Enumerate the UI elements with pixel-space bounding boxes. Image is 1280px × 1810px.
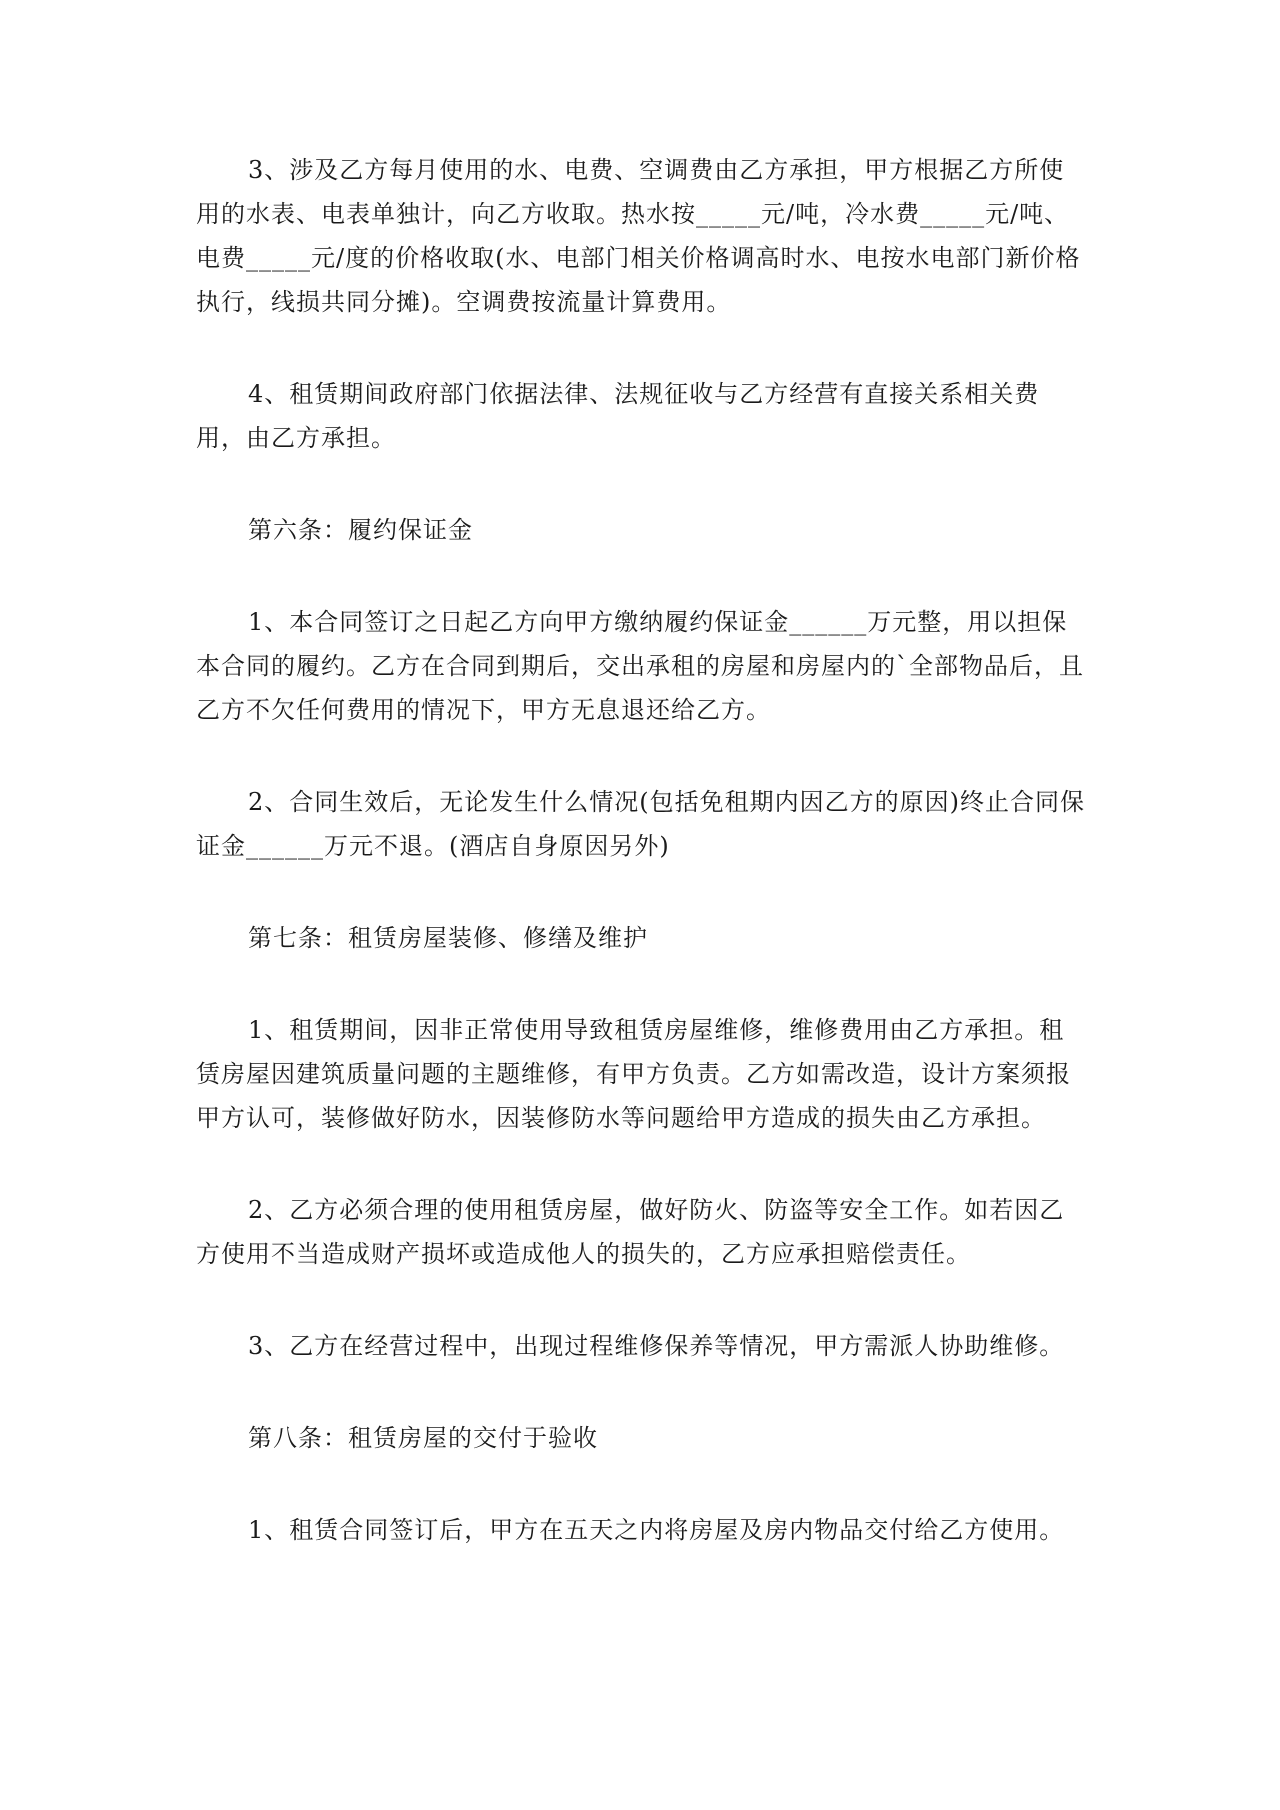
article-8-heading: 第八条：租赁房屋的交付于验收 xyxy=(248,1424,598,1452)
clause-8-item-1: 1、租赁合同签订后，甲方在五天之内将房屋及房内物品交付给乙方使用。 xyxy=(248,1516,1065,1544)
clause-5-item-3: 3、涉及乙方每月使用的水、电费、空调费由乙方承担，甲方根据乙方所使用的水表、电表单独计，向乙方收取。热水按_____元/吨，冷水费_____元/吨、电费_____元/度的价格收取(水、电部门相关价格调高时水、电按水电部门新价格执行，线损共同分摊)。空调费按流量计算费用。 xyxy=(196,156,1081,316)
clause-7-item-2: 2、乙方必须合理的使用租赁房屋，做好防火、防盗等安全工作。如若因乙方使用不当造成财产损坏或造成他人的损失的，乙方应承担赔偿责任。 xyxy=(196,1196,1065,1268)
clause-7-item-1: 1、租赁期间，因非正常使用导致租赁房屋维修，维修费用由乙方承担。租赁房屋因建筑质量问题的主题维修，有甲方负责。乙方如需改造，设计方案须报甲方认可，装修做好防水，因装修防水等问题给甲方造成的损失由乙方承担。 xyxy=(196,1016,1071,1132)
document-body xyxy=(196,148,1086,1600)
clause-7-item-3: 3、乙方在经营过程中，出现过程维修保养等情况，甲方需派人协助维修。 xyxy=(248,1332,1065,1360)
clause-5-item-4: 4、租赁期间政府部门依据法律、法规征收与乙方经营有直接关系相关费用，由乙方承担。 xyxy=(196,380,1040,452)
clause-6-item-2: 2、合同生效后，无论发生什么情况(包括免租期内因乙方的原因)终止合同保证金______万元不退。(酒店自身原因另外) xyxy=(196,788,1085,860)
clause-6-item-1: 1、本合同签订之日起乙方向甲方缴纳履约保证金______万元整，用以担保本合同的履约。乙方在合同到期后，交出承租的房屋和房屋内的`全部物品后，且乙方不欠任何费用的情况下，甲方无息退还给乙方。 xyxy=(196,608,1084,724)
article-7-heading: 第七条：租赁房屋装修、修缮及维护 xyxy=(248,924,648,952)
article-6-heading: 第六条：履约保证金 xyxy=(248,516,473,544)
